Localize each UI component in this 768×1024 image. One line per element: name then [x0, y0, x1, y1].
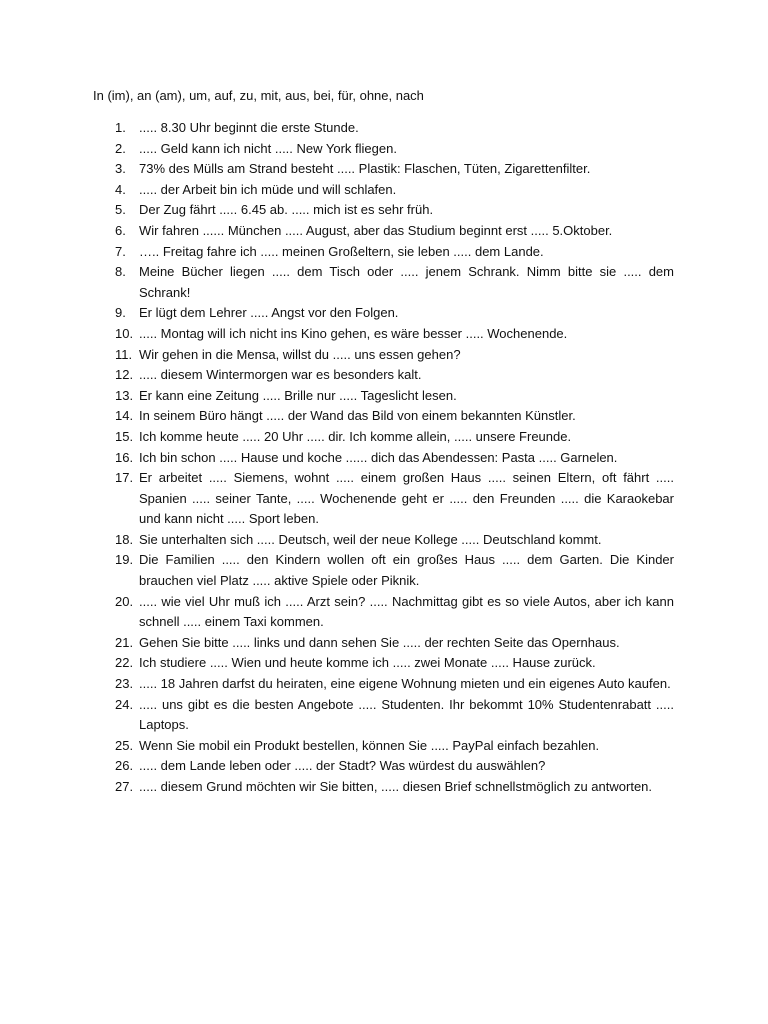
- exercise-item: [0, 159, 674, 180]
- exercise-item: [0, 777, 674, 798]
- exercise-sentence: 73% des Mülls am Strand besteht ..... Plastik: Flaschen, Tüten, Zigarettenfilter.: [139, 161, 591, 177]
- exercise-number: 5.: [115, 202, 126, 218]
- exercise-number: 18.: [115, 531, 134, 547]
- exercise-item: [0, 262, 674, 303]
- exercise-number: 20.: [115, 593, 134, 609]
- exercise-number: 22.: [115, 655, 134, 671]
- exercise-item: [0, 303, 674, 324]
- exercise-sentence: ..... der Arbeit bin ich müde und will schlafen.: [139, 181, 397, 197]
- exercise-number: 16.: [115, 449, 134, 465]
- exercise-number: 11.: [115, 346, 133, 362]
- prepositions-heading: In (im), an (am), um, auf, zu, mit, aus, bei, für, ohne, nach: [93, 88, 424, 103]
- exercise-item: [0, 736, 674, 757]
- exercise-number: 7.: [115, 243, 126, 259]
- exercise-item: [0, 674, 674, 695]
- exercise-item: [0, 653, 674, 674]
- exercise-sentence: ..... diesem Grund möchten wir Sie bitten, ..... diesen Brief schnellstmöglich zu antworten.: [139, 779, 653, 794]
- exercise-item: [0, 468, 674, 530]
- exercise-item: [0, 365, 674, 386]
- exercise-sentence: Der Zug fährt ..... 6.45 ab. ..... mich ist es sehr früh.: [139, 202, 434, 218]
- exercise-number: 2.: [115, 140, 126, 156]
- exercise-number: 9.: [115, 305, 126, 321]
- exercise-item: [0, 386, 674, 407]
- exercise-number: 17.: [115, 470, 134, 486]
- exercise-sentence: Er kann eine Zeitung ..... Brille nur ..... Tageslicht lesen.: [139, 387, 457, 403]
- exercise-sentence: ..... uns gibt es die besten Angebote ..... Studenten. Ihr bekommt 10% Studentenrabatt ..... Laptops.: [139, 696, 674, 733]
- exercise-item: [0, 139, 674, 160]
- exercise-item: [0, 633, 674, 654]
- exercise-sentence: ..... 18 Jahren darfst du heiraten, eine eigene Wohnung mieten und ein eigenes Auto kaufen.: [139, 676, 671, 692]
- exercise-number: 26.: [115, 758, 134, 774]
- exercise-sentence: Er arbeitet ..... Siemens, wohnt ..... einem großen Haus ..... seinen Eltern, oft fährt ..... Spanien ..... seiner Tante, ..... Wochenende geht er ..... den Freunden ..... die Karaokebar und kann nicht ..... Sport leben.: [139, 470, 674, 527]
- exercise-number: 21.: [115, 634, 134, 650]
- exercise-sentence: Er lügt dem Lehrer ..... Angst vor den Folgen.: [139, 305, 399, 321]
- exercise-item: [0, 592, 674, 633]
- exercise-item: [0, 406, 674, 427]
- exercise-sentence: Wir gehen in die Mensa, willst du ..... uns essen gehen?: [139, 346, 461, 362]
- exercise-item: [0, 180, 674, 201]
- exercise-sentence: ..... diesem Wintermorgen war es besonders kalt.: [139, 367, 422, 383]
- exercise-item: [0, 550, 674, 591]
- exercise-item: [0, 242, 674, 263]
- exercise-sentence: Die Familien ..... den Kindern wollen oft ein großes Haus ..... dem Garten. Die Kinder brauchen viel Platz ..... aktive Spiele oder Piknik.: [139, 552, 674, 589]
- exercise-sentence: ..... Geld kann ich nicht ..... New York fliegen.: [139, 140, 397, 156]
- exercise-item: [0, 324, 674, 345]
- exercise-number: 4.: [115, 181, 126, 197]
- exercise-sentence: Ich komme heute ..... 20 Uhr ..... dir. Ich komme allein, ..... unsere Freunde.: [139, 428, 572, 444]
- exercise-item: [0, 695, 674, 736]
- exercise-number: 14.: [115, 408, 134, 424]
- exercise-sentence: In seinem Büro hängt ..... der Wand das Bild von einem bekannten Künstler.: [139, 408, 576, 424]
- exercise-number: 27.: [115, 779, 134, 794]
- exercise-sentence: Ich bin schon ..... Hause und koche ...... dich das Abendessen: Pasta ..... Garnelen.: [139, 449, 618, 465]
- exercise-number: 6.: [115, 222, 126, 238]
- exercise-list: [0, 118, 768, 798]
- exercise-sentence: Wenn Sie mobil ein Produkt bestellen, können Sie ..... PayPal einfach bezahlen.: [139, 737, 600, 753]
- exercise-number: 8.: [115, 264, 126, 280]
- exercise-sentence: ..... Montag will ich nicht ins Kino gehen, es wäre besser ..... Wochenende.: [139, 325, 568, 341]
- exercise-number: 3.: [115, 161, 126, 177]
- exercise-sentence: ..... 8.30 Uhr beginnt die erste Stunde.: [139, 120, 359, 135]
- exercise-sentence: ..... wie viel Uhr muß ich ..... Arzt sein? ..... Nachmittag gibt es so viele Autos, aber ich kann schnell ..... einem Taxi kommen.: [139, 593, 674, 630]
- exercise-number: 23.: [115, 676, 134, 692]
- exercise-item: [0, 200, 674, 221]
- exercise-number: 10.: [115, 325, 134, 341]
- exercise-item: [0, 448, 674, 469]
- exercise-number: 15.: [115, 428, 134, 444]
- exercise-sentence: Wir fahren ...... München ..... August, aber das Studium beginnt erst ..... 5.Oktober.: [139, 222, 613, 238]
- exercise-item: [0, 530, 674, 551]
- exercise-item: [0, 345, 674, 366]
- exercise-number: 13.: [115, 387, 134, 403]
- exercise-sentence: Sie unterhalten sich ..... Deutsch, weil der neue Kollege ..... Deutschland kommt.: [139, 531, 602, 547]
- exercise-item: [0, 221, 674, 242]
- exercise-item: [0, 118, 674, 139]
- exercise-number: 19.: [115, 552, 134, 568]
- exercise-sentence: ….. Freitag fahre ich ..... meinen Großeltern, sie leben ..... dem Lande.: [139, 243, 544, 259]
- exercise-number: 12.: [115, 367, 134, 383]
- exercise-number: 1.: [115, 120, 126, 135]
- exercise-sentence: Meine Bücher liegen ..... dem Tisch oder ..... jenem Schrank. Nimm bitte sie ..... dem Schrank!: [139, 264, 674, 300]
- exercise-number: 25.: [115, 737, 134, 753]
- exercise-sentence: ..... dem Lande leben oder ..... der Stadt? Was würdest du auswählen?: [139, 758, 546, 774]
- exercise-sentence: Gehen Sie bitte ..... links und dann sehen Sie ..... der rechten Seite das Opernhaus.: [139, 634, 620, 650]
- exercise-sentence: Ich studiere ..... Wien und heute komme ich ..... zwei Monate ..... Hause zurück.: [139, 655, 596, 671]
- exercise-item: [0, 427, 674, 448]
- exercise-item: [0, 756, 674, 777]
- exercise-number: 24.: [115, 696, 134, 712]
